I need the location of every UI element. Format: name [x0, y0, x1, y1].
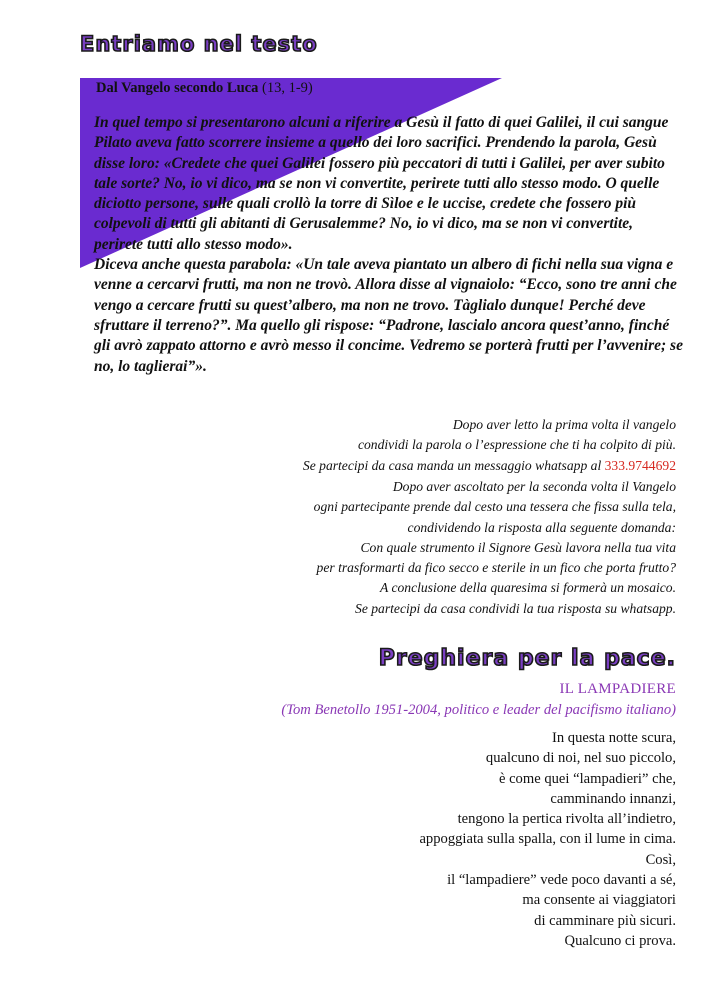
instruction-line-whatsapp	[116, 456, 676, 476]
poem-title: IL LAMPADIERE	[559, 681, 676, 697]
instruction-line: A conclusione della quaresima si formerà un mosaico.	[379, 580, 676, 596]
gospel-paragraph: In quel tempo si presentarono alcuni a riferire a Gesù il fatto di quei Galilei, il cui sangue Pilato aveva fatto scorrere insieme a quello dei loro sacrifici. Prendendo la parola, Gesù disse loro: «Credete che quei Galilei fossero più peccatori di tutti i Galilei, per aver subito tale sorte? No, io vi dico, ma se non vi convertite, perirete tutti allo stesso modo. O quelle diciotto persone, sulle quali crollò la torre di Sìloe e le uccise, credete che fossero più colpevoli di tutti gli abitanti di Gerusalemme? No, io vi dico, ma se non vi convertite, perirete tutti allo stesso modo».	[94, 114, 669, 253]
instruction-line: condividendo la risposta alla seguente domanda:	[407, 519, 676, 535]
instruction-line: Se partecipi da casa condividi la tua risposta su whatsapp.	[355, 600, 676, 616]
poem-line: ma consente ai viaggiatori	[522, 892, 676, 909]
instruction-line: Con quale strumento il Signore Gesù lavora nella tua vita	[360, 539, 676, 555]
poem-line: In questa notte scura,	[551, 730, 676, 746]
poem-line: appoggiata sulla spalla, con il lume in cima.	[419, 831, 676, 848]
gospel-reference-book: Dal Vangelo secondo Luca	[96, 80, 259, 96]
poem-line: il “lampadiere” vede poco davanti a sé,	[447, 872, 676, 889]
poem-line: Così,	[645, 851, 676, 868]
poem-line: camminando innanzi,	[550, 790, 676, 807]
gospel-text	[94, 113, 684, 377]
poem-text	[176, 728, 676, 951]
poem-line: qualcuno di noi, nel suo piccolo,	[485, 750, 676, 767]
poem-line: tengono la pertica rivolta all’indietro,	[457, 811, 676, 828]
poem-author: (Tom Benetollo 1951-2004, politico e leader del pacifismo italiano)	[281, 702, 676, 718]
instructions-first-reading	[116, 415, 676, 476]
gospel-reference	[96, 80, 313, 97]
poem-line: di camminare più sicuri.	[534, 912, 676, 929]
instruction-line: ogni partecipante prende dal cesto una tessera che fissa sulla tela,	[313, 499, 676, 515]
section-title-entriamo: Entriamo nel testo	[80, 32, 318, 56]
section-title-preghiera: Preghiera per la pace.	[378, 646, 676, 671]
whatsapp-phone-number: 333.9744692	[604, 457, 676, 473]
poem-line: è come quei “lampadieri” che,	[498, 770, 676, 787]
instructions-second-reading	[116, 477, 676, 619]
instruction-line: condividi la parola o l’espressione che ti ha colpito di più.	[357, 437, 676, 453]
gospel-paragraph: Diceva anche questa parabola: «Un tale aveva piantato un albero di fichi nella sua vigna e venne a cercarvi frutti, ma non ne trovò. Allora disse al vignaiolo: “Ecco, sono tre anni che vengo a cercare frutti su quest’albero, ma non ne trovo. Tàglialo dunque! Perché deve sfruttare il terreno?”. Ma quello gli rispose: “Padrone, lascialo ancora quest’anno, finché gli avrò zappato attorno e avrò messo il concime. Vedremo se porterà frutti per l’avvenire; se no, lo taglierai”».	[94, 256, 683, 375]
instruction-whatsapp-text: Se partecipi da casa manda un messaggio whatsapp al	[302, 457, 602, 473]
instruction-line: per trasformarti da fico secco e sterile in un fico che porta frutto?	[316, 560, 676, 576]
gospel-reference-citation: (13, 1-9)	[261, 80, 313, 96]
instruction-line: Dopo aver letto la prima volta il vangelo	[452, 417, 676, 432]
instruction-line: Dopo aver ascoltato per la seconda volta il Vangelo	[392, 479, 676, 494]
poem-line: Qualcuno ci prova.	[564, 932, 676, 949]
